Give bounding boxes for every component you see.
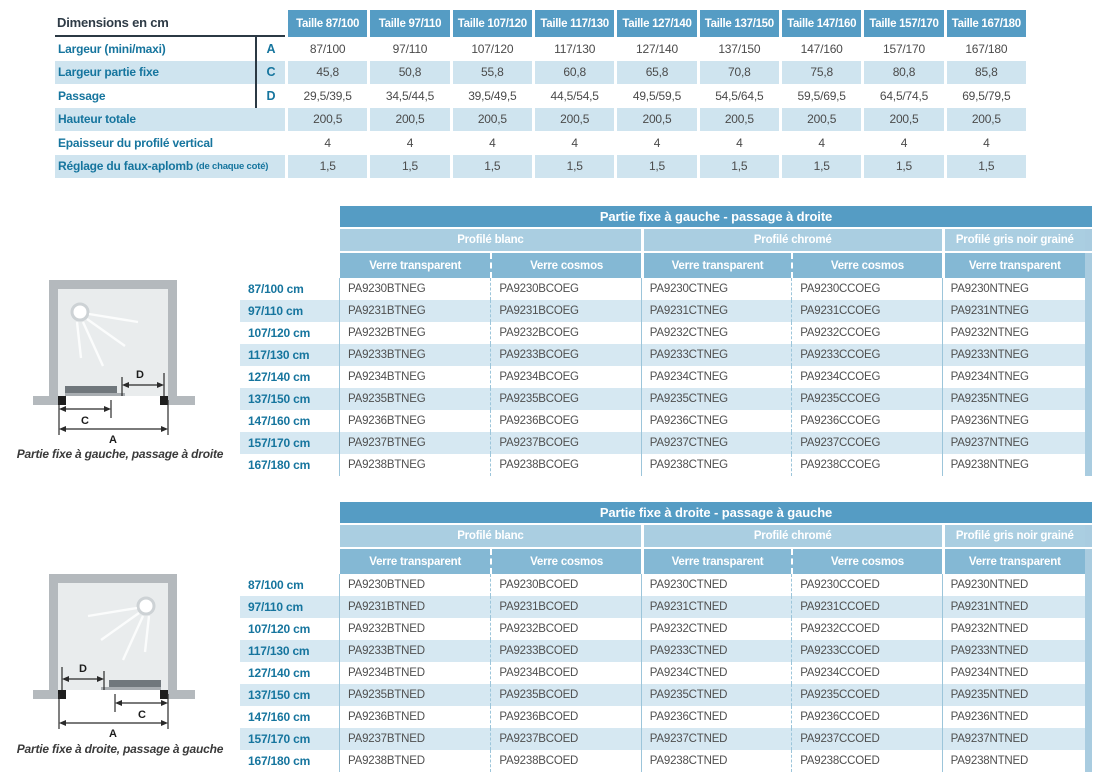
dim-label-a: A [109,728,117,740]
product-code-cell: PA9236CTNEG [641,410,791,432]
dimension-value-cell: 4 [697,131,779,155]
product-code-cell: PA9236BTNED [348,711,425,723]
product-row [240,750,1092,772]
product-size-label: 167/180 cm [240,454,340,476]
product-table-fixed-right [240,502,1092,772]
product-row [240,388,1092,410]
dimension-value-cell: 60,8 [532,61,614,85]
product-code-cell: PA9236BTNEG [348,415,426,427]
dimension-value-cell: 147/160 [779,37,861,61]
product-code-cell: PA9231BCOEG [490,300,640,322]
header-spacer [240,525,340,547]
product-code-cell: PA9237CCOEG [791,432,941,454]
product-table-title: Partie fixe à gauche - passage à droite [340,206,1092,227]
dimension-value-cell: 1,5 [532,155,614,179]
dimension-row [55,37,1026,61]
profile-header-row [240,525,1092,547]
product-code-cell: PA9233CTNED [641,640,791,662]
product-size-label: 97/110 cm [240,596,340,618]
dimension-table-header [55,10,1026,37]
product-code-cell: PA9235CTNEG [641,388,791,410]
product-code-cell: PA9237CTNEG [641,432,791,454]
dimension-value-cell: 65,8 [614,61,696,85]
profile-group-header: Profilé chromé [641,229,942,251]
product-code-cell: PA9230BCOED [490,574,640,596]
product-code-cell: PA9232BTNEG [348,327,426,339]
dimension-value-cell: 87/100 [285,37,367,61]
dimension-row-label: Largeur partie fixe [58,65,159,80]
dimension-value-cell: 200,5 [285,108,367,132]
dimension-value-cell: 1,5 [861,155,943,179]
dimension-value-cell: 39,5/49,5 [450,84,532,108]
dimension-row-label: Réglage du faux-aplomb (de chaque coté) [58,159,269,174]
product-code-cell: PA9230NTNED [942,574,1092,596]
dimension-value-cell: 200,5 [779,108,861,132]
dimension-value-cell: 200,5 [367,108,449,132]
dimension-row [55,61,1026,85]
dimension-value-cell: 4 [450,131,532,155]
dimension-value-cell: 4 [614,131,696,155]
product-code-cell: PA9234BCOEG [490,366,640,388]
dimension-value-cell: 55,8 [450,61,532,85]
product-code-cell: PA9232NTNEG [942,322,1092,344]
product-rows [240,278,1092,476]
product-size-label: 137/150 cm [240,388,340,410]
dimension-row-label: Epaisseur du profilé vertical [58,135,213,150]
dimension-row [55,108,1026,132]
product-code-cell: PA9237NTNEG [942,432,1092,454]
dimension-table [55,10,1026,178]
product-size-label: 167/180 cm [240,750,340,772]
product-size-label: 107/120 cm [240,618,340,640]
product-rows [240,574,1092,772]
size-header-cell: Taille 107/120 [450,10,532,37]
glass-header-cell: Verre transparent [641,253,791,278]
product-code-cell: PA9231CCOED [791,596,941,618]
profile-group-header: Profilé gris noir grainé [942,229,1092,251]
dimension-value-cell: 49,5/59,5 [614,84,696,108]
dimension-letter: D [255,84,285,108]
product-code-cell: PA9231NTNED [942,596,1092,618]
size-header-cell: Taille 167/180 [944,10,1026,37]
product-row [240,300,1092,322]
product-row [240,322,1092,344]
product-code-cell: PA9233CCOED [791,640,941,662]
profile-group-header: Profilé blanc [340,229,641,251]
dimension-value-cell: 64,5/74,5 [861,84,943,108]
product-row [240,344,1092,366]
product-code-cell: PA9230CCOED [791,574,941,596]
product-row [240,684,1092,706]
dim-label-c: C [138,709,146,721]
product-code-cell: PA9234BTNED [348,667,425,679]
dimension-letter: C [255,61,285,85]
product-code-cell: PA9235CTNED [641,684,791,706]
product-row [240,662,1092,684]
dimension-value-cell: 1,5 [697,155,779,179]
product-code-cell: PA9236BCOED [490,706,640,728]
product-code-cell: PA9230BCOEG [490,278,640,300]
product-row [240,706,1092,728]
dimension-value-cell: 4 [367,131,449,155]
product-code-cell: PA9236NTNED [942,706,1092,728]
dimension-value-cell: 4 [285,131,367,155]
dimension-value-cell: 117/130 [532,37,614,61]
product-size-label: 157/170 cm [240,728,340,750]
dimension-value-cell: 50,8 [367,61,449,85]
product-code-cell: PA9232CTNEG [641,322,791,344]
glass-header-row [240,253,1092,278]
product-code-cell: PA9238NTNED [942,750,1092,772]
product-size-label: 87/100 cm [240,574,340,596]
product-code-cell: PA9235BCOEG [490,388,640,410]
product-code-cell: PA9236CCOEG [791,410,941,432]
dimension-value-cell: 4 [779,131,861,155]
product-code-cell: PA9237CCOED [791,728,941,750]
dimension-row [55,84,1026,108]
header-spacer [240,549,340,574]
size-header-cell: Taille 157/170 [861,10,943,37]
dim-label-c: C [81,415,89,427]
glass-header-cell: Verre transparent [942,549,1092,574]
glass-header-cell: Verre cosmos [490,549,640,574]
dimension-value-cell: 200,5 [450,108,532,132]
product-code-cell: PA9236CCOED [791,706,941,728]
glass-header-cell: Verre cosmos [490,253,640,278]
profile-group-header: Profilé gris noir grainé [942,525,1092,547]
product-table-fixed-left [240,206,1092,476]
product-code-cell: PA9233CTNEG [641,344,791,366]
product-code-cell: PA9234NTNED [942,662,1092,684]
product-code-cell: PA9231CTNED [641,596,791,618]
dimension-value-cell: 4 [532,131,614,155]
dimension-value-cell: 4 [944,131,1026,155]
dimension-value-cell: 200,5 [532,108,614,132]
product-code-cell: PA9234BCOED [490,662,640,684]
product-code-cell: PA9238CTNED [641,750,791,772]
diagram-caption-fixed-right: Partie fixe à droite, passage à gauche [16,742,224,756]
product-code-cell: PA9234CCOED [791,662,941,684]
product-code-cell: PA9235BTNED [348,689,425,701]
product-row [240,728,1092,750]
dimension-value-cell: 1,5 [367,155,449,179]
size-header-cell: Taille 137/150 [697,10,779,37]
product-code-cell: PA9238BTNED [348,755,425,767]
product-code-cell: PA9238BCOEG [490,454,640,476]
dimension-table-title: Dimensions en cm [55,10,285,37]
product-code-cell: PA9232BCOEG [490,322,640,344]
product-code-cell: PA9230CCOEG [791,278,941,300]
product-code-cell: PA9237BCOED [490,728,640,750]
header-spacer [240,253,340,278]
product-code-cell: PA9231BTNEG [348,305,426,317]
product-code-cell: PA9233BCOED [490,640,640,662]
product-code-cell: PA9236CTNED [641,706,791,728]
fixed-panel [101,680,161,690]
product-code-cell: PA9231CCOEG [791,300,941,322]
product-size-label: 147/160 cm [240,706,340,728]
dimension-value-cell: 127/140 [614,37,696,61]
product-table-title: Partie fixe à droite - passage à gauche [340,502,1092,523]
product-size-label: 127/140 cm [240,366,340,388]
product-size-label: 87/100 cm [240,278,340,300]
product-row [240,410,1092,432]
dim-label-d: D [79,663,87,675]
product-code-cell: PA9233NTNED [942,640,1092,662]
product-code-cell: PA9234CCOEG [791,366,941,388]
product-code-cell: PA9233CCOEG [791,344,941,366]
dimension-value-cell: 70,8 [697,61,779,85]
glass-header-cell: Verre cosmos [791,253,941,278]
dimension-value-cell: 157/170 [861,37,943,61]
product-code-cell: PA9238BCOED [490,750,640,772]
product-code-cell: PA9230CTNEG [641,278,791,300]
dimension-row [55,155,1026,179]
size-header-cell: Taille 117/130 [532,10,614,37]
product-code-cell: PA9236BCOEG [490,410,640,432]
dimension-row-label: Hauteur totale [58,112,136,127]
dimension-letter: A [255,37,285,61]
product-code-cell: PA9237BTNEG [348,437,426,449]
dimension-value-cell: 167/180 [944,37,1026,61]
product-row [240,574,1092,596]
dimension-table-rows [55,37,1026,178]
product-size-label: 127/140 cm [240,662,340,684]
dimension-value-cell: 1,5 [285,155,367,179]
dimension-value-cell: 200,5 [614,108,696,132]
product-code-cell: PA9238BTNEG [348,459,426,471]
product-code-cell: PA9235CCOEG [791,388,941,410]
product-size-label: 97/110 cm [240,300,340,322]
product-code-cell: PA9238CTNEG [641,454,791,476]
product-code-cell: PA9231BCOED [490,596,640,618]
profile-group-header: Profilé chromé [641,525,942,547]
product-code-cell: PA9236NTNEG [942,410,1092,432]
product-code-cell: PA9234NTNEG [942,366,1092,388]
product-code-cell: PA9233BCOEG [490,344,640,366]
glass-header-cell: Verre transparent [641,549,791,574]
dimension-value-cell: 45,8 [285,61,367,85]
dimension-row-label-note: (de chaque coté) [195,160,269,172]
dimension-value-cell: 75,8 [779,61,861,85]
product-code-cell: PA9234CTNED [641,662,791,684]
product-code-cell: PA9235BTNEG [348,393,426,405]
product-code-cell: PA9232CCOED [791,618,941,640]
product-code-cell: PA9233BTNED [348,645,425,657]
shower-diagram-fixed-left [25,278,215,446]
product-code-cell: PA9238CCOED [791,750,941,772]
glass-header-row [240,549,1092,574]
product-row [240,432,1092,454]
product-code-cell: PA9232CCOEG [791,322,941,344]
product-code-cell: PA9237NTNED [942,728,1092,750]
dimension-value-cell: 1,5 [450,155,532,179]
product-row [240,278,1092,300]
product-code-cell: PA9231BTNED [348,601,425,613]
product-size-label: 137/150 cm [240,684,340,706]
product-code-cell: PA9238NTNEG [942,454,1092,476]
product-code-cell: PA9231CTNEG [641,300,791,322]
product-code-cell: PA9237BCOEG [490,432,640,454]
dimension-value-cell: 69,5/79,5 [944,84,1026,108]
product-row [240,454,1092,476]
product-code-cell: PA9232BTNED [348,623,425,635]
dimension-value-cell: 1,5 [779,155,861,179]
product-code-cell: PA9230BTNEG [348,283,426,295]
product-code-cell: PA9230NTNEG [942,278,1092,300]
product-code-cell: PA9231NTNEG [942,300,1092,322]
dimension-value-cell: 97/110 [367,37,449,61]
dimension-row-label: Largeur (mini/maxi) [58,41,166,56]
dimension-row [55,131,1026,155]
product-row [240,640,1092,662]
glass-header-cell: Verre transparent [340,549,490,574]
fixed-panel [65,386,125,396]
header-spacer [240,229,340,251]
dimension-value-cell: 4 [861,131,943,155]
product-code-cell: PA9232CTNED [641,618,791,640]
product-row [240,618,1092,640]
glass-header-cell: Verre transparent [340,253,490,278]
dimension-value-cell: 80,8 [861,61,943,85]
dimension-value-cell: 200,5 [861,108,943,132]
product-code-cell: PA9235CCOED [791,684,941,706]
dimension-value-cell: 44,5/54,5 [532,84,614,108]
profile-group-header: Profilé blanc [340,525,641,547]
dimension-value-cell: 1,5 [944,155,1026,179]
product-code-cell: PA9234BTNEG [348,371,426,383]
glass-header-cell: Verre transparent [942,253,1092,278]
product-row [240,366,1092,388]
dimension-value-cell: 29,5/39,5 [285,84,367,108]
product-code-cell: PA9233NTNEG [942,344,1092,366]
product-size-label: 157/170 cm [240,432,340,454]
size-header-cell: Taille 97/110 [367,10,449,37]
product-code-cell: PA9234CTNEG [641,366,791,388]
dimension-value-cell: 1,5 [614,155,696,179]
product-code-cell: PA9235NTNED [942,684,1092,706]
product-code-cell: PA9237BTNED [348,733,425,745]
product-code-cell: PA9232NTNED [942,618,1092,640]
dim-label-a: A [109,434,117,446]
product-code-cell: PA9233BTNEG [348,349,426,361]
product-code-cell: PA9235NTNEG [942,388,1092,410]
size-header-cell: Taille 87/100 [285,10,367,37]
dimension-value-cell: 54,5/64,5 [697,84,779,108]
dimension-row-label: Passage [58,88,106,103]
profile-header-row [240,229,1092,251]
product-size-label: 117/130 cm [240,640,340,662]
product-size-label: 117/130 cm [240,344,340,366]
product-code-cell: PA9230CTNED [641,574,791,596]
dimension-value-cell: 59,5/69,5 [779,84,861,108]
product-code-cell: PA9230BTNED [348,579,425,591]
glass-header-cell: Verre cosmos [791,549,941,574]
product-code-cell: PA9235BCOED [490,684,640,706]
size-header-cell: Taille 147/160 [779,10,861,37]
dimension-value-cell: 137/150 [697,37,779,61]
dimension-value-cell: 85,8 [944,61,1026,85]
dimension-value-cell: 200,5 [944,108,1026,132]
product-code-cell: PA9237CTNED [641,728,791,750]
product-code-cell: PA9232BCOED [490,618,640,640]
shower-diagram-fixed-right [25,572,215,740]
dimension-value-cell: 107/120 [450,37,532,61]
diagram-caption-fixed-left: Partie fixe à gauche, passage à droite [16,447,224,461]
product-size-label: 147/160 cm [240,410,340,432]
product-code-cell: PA9238CCOEG [791,454,941,476]
dimension-value-cell: 200,5 [697,108,779,132]
dimension-value-cell: 34,5/44,5 [367,84,449,108]
dim-label-d: D [136,369,144,381]
size-header-cell: Taille 127/140 [614,10,696,37]
product-row [240,596,1092,618]
product-size-label: 107/120 cm [240,322,340,344]
